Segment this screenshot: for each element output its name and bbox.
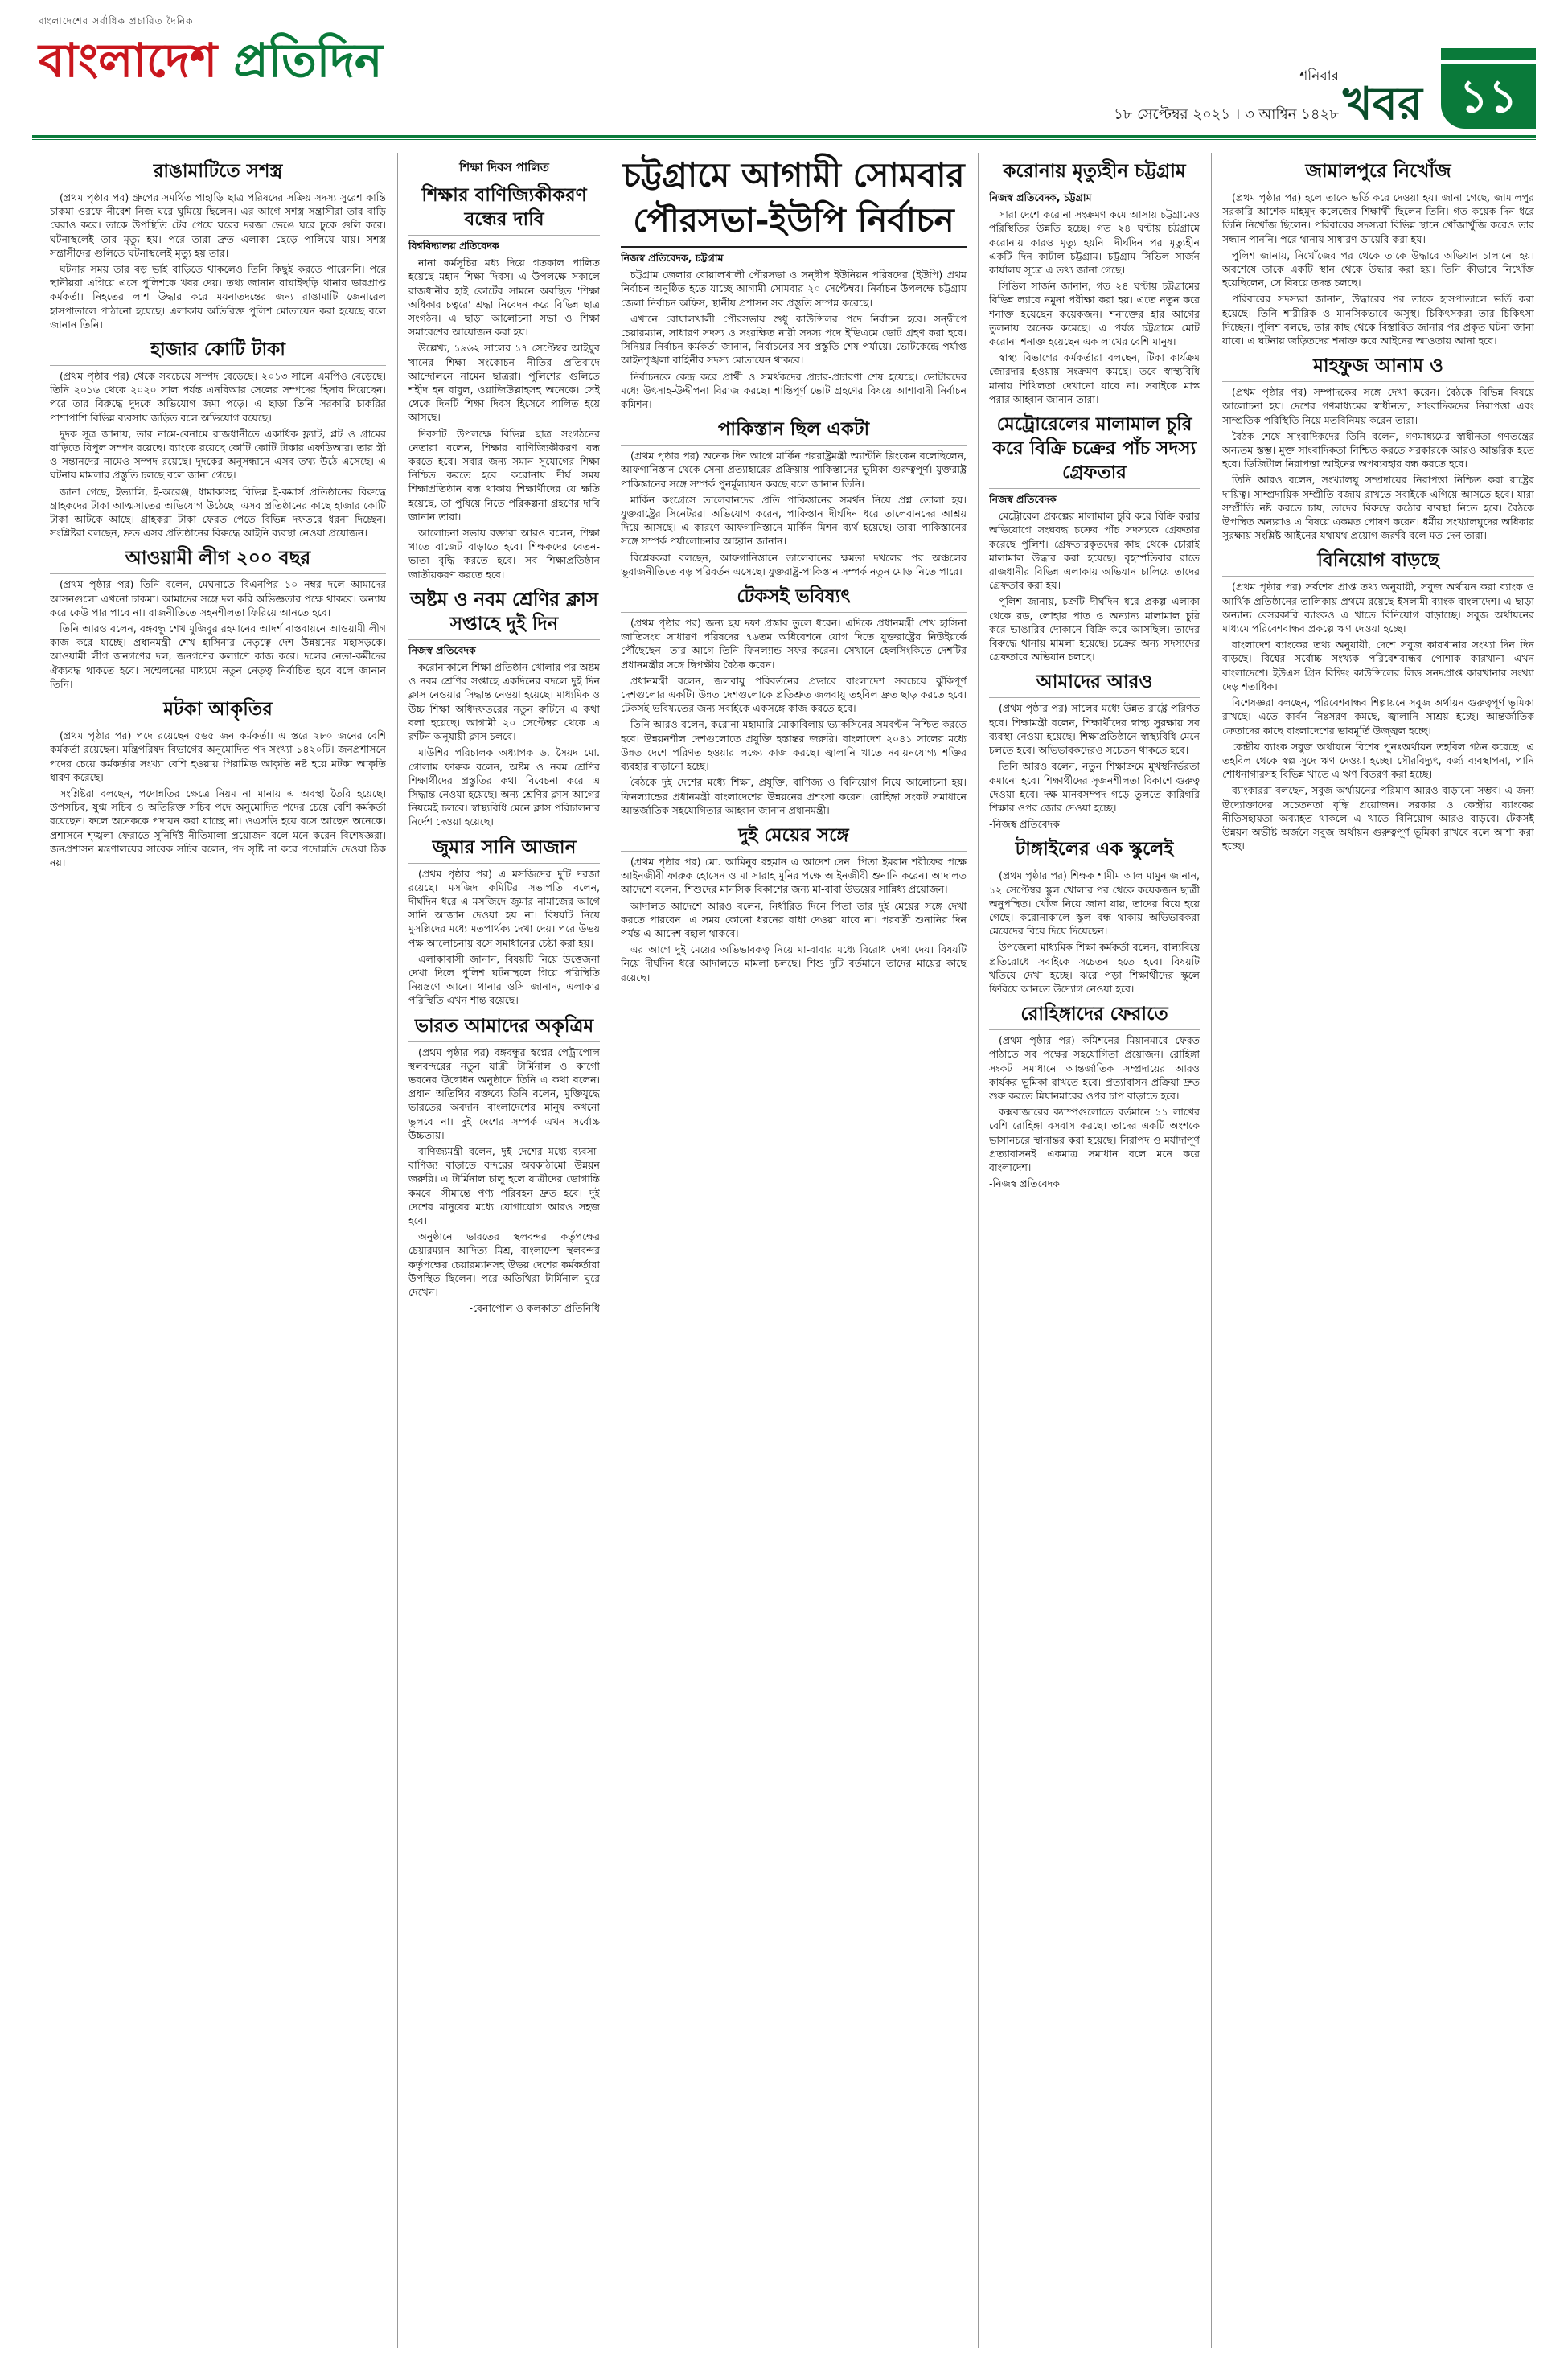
headline-shikkha: শিক্ষার বাণিজ্যিকীকরণ বন্ধের দাবি (408, 183, 600, 236)
story-paragraph: চট্টগ্রাম জেলার বোয়ালখালী পৌরসভা ও সন্দ্বীপ ইউনিয়ন পরিষদের (ইউপি) প্রথম নির্বাচন অনুষ্ঠিত হতে যাচ্ছে আগামী সোমবার ২০ সেপ্টেম্বর। নির্বাচন উপলক্ষে চট্টগ্রাম জেলা নির্বাচন অফিস, স্থানীয় প্রশাসন সব প্রস্তুতি সম্পন্ন করেছে। (621, 269, 967, 309)
headline-biniyog: বিনিয়োগ বাড়ছে (1222, 548, 1534, 577)
story-paragraph: এলাকাবাসী জানান, বিষয়টি নিয়ে উত্তেজনা দেখা দিলে পুলিশ ঘটনাস্থলে গিয়ে পরিস্থিতি নিয়ন্ত্রণে আনে। থানার ওসি জানান, এলাকার পরিস্থিতি এখন শান্ত রয়েছে। (408, 952, 600, 1007)
column-divider (1211, 153, 1212, 2348)
story-paragraph: কেন্দ্রীয় ব্যাংক সবুজ অর্থায়নে বিশেষ পুনঃঅর্থায়ন তহবিল গঠন করেছে। এ তহবিল থেকে স্বল্প সুদে ঋণ দেওয়া হচ্ছে। সৌরবিদ্যুৎ, বর্জ্য ব্যবস্থাপনা, পানি শোধনাগারসহ বিভিন্ন খাতে এ ঋণ বিতরণ করা হচ্ছে। (1222, 740, 1534, 781)
story-paragraph: মাউশির পরিচালক অধ্যাপক ড. সৈয়দ মো. গোলাম ফারুক বলেন, অষ্টম ও নবম শ্রেণির শিক্ষার্থীদের প্রস্তুতির কথা বিবেচনা করে এ সিদ্ধান্ত নেওয়া হয়েছে। অন্য শ্রেণির ক্লাস আগের নিয়মেই চলবে। স্বাস্থ্যবিধি মেনে ক্লাস পরিচালনার নির্দেশ দেওয়া হয়েছে। (408, 746, 600, 828)
story-paragraph: তিনি আরও বলেন, নতুন শিক্ষাক্রমে মুখস্থনির্ভরতা কমানো হবে। শিক্ষার্থীদের সৃজনশীলতা বিকাশে গুরুত্ব দেওয়া হবে। দক্ষ মানবসম্পদ গড়ে তুলতে কারিগরি শিক্ষার ওপর জোর দেওয়া হচ্ছে। (989, 760, 1200, 814)
page-number-tab-top (1441, 48, 1536, 60)
headline-mahfuz: মাহফুজ আনাম ও (1222, 354, 1534, 382)
story-paragraph: প্রধানমন্ত্রী বলেন, জলবায়ু পরিবর্তনের প্রভাবে বাংলাদেশ সবচেয়ে ঝুঁকিপূর্ণ দেশগুলোর একটি। উন্নত দেশগুলোকে প্রতিশ্রুত জলবায়ু তহবিল দ্রুত ছাড় করতে হবে। টেকসই ভবিষ্যতের জন্য সবাইকে একসঙ্গে কাজ করতে হবে। (621, 674, 967, 715)
story-paragraph: পুলিশ জানায়, চক্রটি দীর্ঘদিন ধরে প্রকল্প এলাকা থেকে রড, লোহার পাত ও অন্যান্য মালামাল চুরি করে ভাঙারির দোকানে বিক্রি করে আসছিল। তাদের বিরুদ্ধে থানায় মামলা হয়েছে। চক্রের অন্য সদস্যদের গ্রেফতারে অভিযান চলছে। (989, 595, 1200, 663)
story-paragraph: (প্রথম পৃষ্ঠার পর) কমিশনের মিয়ানমারে ফেরত পাঠাতে সব পক্ষের সহযোগিতা প্রয়োজন। রোহিঙ্গা সংকট সমাধানে আন্তর্জাতিক সম্প্রদায়ের আরও কার্যকর ভূমিকা রাখতে হবে। প্রত্যাবাসন প্রক্রিয়া দ্রুত শুরু করতে মিয়ানমারের ওপর চাপ বাড়াতে হবে। (989, 1034, 1200, 1102)
story-paragraph: (প্রথম পৃষ্ঠার পর) পদে রয়েছেন ৫৬৫ জন কর্মকর্তা। এ স্তরে ২৮০ জনের বেশি কর্মকর্তা রয়েছেন। মন্ত্রিপরিষদ বিভাগের অনুমোদিত পদ সংখ্যা ১৪২০টি। জনপ্রশাসনে পদের চেয়ে কর্মকর্তার সংখ্যা বেশি হওয়ায় পিরামিড আকৃতি নষ্ট হয়ে মটকা আকৃতি ধারণ করেছে। (50, 729, 386, 783)
headline-motka: মটকা আকৃতির (50, 697, 386, 725)
story-paragraph: আদালত আদেশে আরও বলেন, নির্ধারিত দিনে পিতা তার দুই মেয়ের সঙ্গে দেখা করতে পারবেন। এ সময় কোনো ধরনের বাধা দেওয়া যাবে না। পরবর্তী শুনানির দিন পর্যন্ত এ আদেশ বহাল থাকবে। (621, 899, 967, 939)
headline-rangamati: রাঙামাটিতে সশস্ত্র (50, 159, 386, 187)
story-paragraph: তিনি আরও বলেন, করোনা মহামারি মোকাবিলায় ভ্যাকসিনের সমবণ্টন নিশ্চিত করতে হবে। উন্নয়নশীল দেশগুলোতে প্রযুক্তি হস্তান্তর জরুরি। বাংলাদেশ ২০৪১ সালের মধ্যে উন্নত দেশে পরিণত হওয়ার লক্ষ্যে কাজ করছে। জ্বালানি খাতে নবায়নযোগ্য শক্তির ব্যবহার বাড়ানো হচ্ছে। (621, 718, 967, 773)
headline-jamalpur: জামালপুরে নিখোঁজ (1222, 159, 1534, 187)
story-paragraph: জানা গেছে, ইভ্যালি, ই-অরেঞ্জ, ধামাকাসহ বিভিন্ন ই-কমার্স প্রতিষ্ঠানের বিরুদ্ধে গ্রাহকদের টাকা আত্মসাতের অভিযোগ উঠেছে। এসব প্রতিষ্ঠানের কাছে হাজার কোটি টাকা আটকে আছে। গ্রাহকরা টাকা ফেরত পেতে বিভিন্ন দফতরে ধরনা দিচ্ছেন। সংশ্লিষ্টরা বলছেন, দ্রুত এসব প্রতিষ্ঠানের বিরুদ্ধে আইনি ব্যবস্থা নেওয়া প্রয়োজন। (50, 485, 386, 540)
column-divider (978, 153, 979, 2348)
story-paragraph: করোনাকালে শিক্ষা প্রতিষ্ঠান খোলার পর অষ্টম ও নবম শ্রেণির সপ্তাহে একদিনের বদলে দুই দিন ক্লাস নেওয়ার সিদ্ধান্ত নেওয়া হয়েছে। মাধ্যমিক ও উচ্চ শিক্ষা অধিদফতরের নতুন রুটিনে এ কথা বলা হয়েছে। আগামী ২০ সেপ্টেম্বর থেকে এ রুটিন অনুযায়ী ক্লাস চলবে। (408, 661, 600, 743)
story-paragraph: (প্রথম পৃষ্ঠার পর) মো. আমিনুর রহমান এ আদেশ দেন। পিতা ইমরান শরীফের পক্ষে আইনজীবী ফারুক হোসেন ও মা সারাহ মুনির পক্ষে আইনজীবী শুনানি করেন। আদালত আদেশে বলেন, শিশুদের মানসিক বিকাশের জন্য মা-বাবা উভয়ের সান্নিধ্য প্রয়োজন। (621, 855, 967, 896)
story-paragraph: (প্রথম পৃষ্ঠার পর) হলে তাকে ভর্তি করে দেওয়া হয়। জানা গেছে, জামালপুর সরকারি আশেক মাহমুদ কলেজের শিক্ষার্থী ছিলেন তিনি। গত কয়েক দিন ধরে তিনি নিখোঁজ ছিলেন। পরিবারের সদস্যরা বিভিন্ন স্থানে খোঁজাখুঁজি করেও তার সন্ধান পাননি। পরে থানায় সাধারণ ডায়েরি করা হয়। (1222, 191, 1534, 245)
story-paragraph: এর আগে দুই মেয়ের অভিভাবকত্ব নিয়ে মা-বাবার মধ্যে বিরোধ দেখা দেয়। বিষয়টি নিয়ে দীর্ঘদিন ধরে আদালতে মামলা চলছে। শিশু দুটি বর্তমানে তাদের মায়ের কাছে রয়েছে। (621, 943, 967, 984)
story-paragraph: অনুষ্ঠানে ভারতের স্থলবন্দর কর্তৃপক্ষের চেয়ারম্যান আদিত্য মিশ্র, বাংলাদেশ স্থলবন্দর কর্তৃপক্ষের চেয়ারম্যানসহ উভয় দেশের কর্মকর্তারা উপস্থিত ছিলেন। পরে অতিথিরা টার্মিনাল ঘুরে দেখেন। (408, 1230, 600, 1298)
story-paragraph: তিনি আরও বলেন, বঙ্গবন্ধু শেখ মুজিবুর রহমানের আদর্শ বাস্তবায়নে আওয়ামী লীগ কাজ করে যাচ্ছে। প্রধানমন্ত্রী শেখ হাসিনার নেতৃত্বে দেশ উন্নয়নের মহাসড়কে। আওয়ামী লীগ জনগণের দল, জনগণের কল্যাণে কাজ করে। দলের নেতা-কর্মীদের ঐক্যবদ্ধ থাকতে হবে। সম্মেলনের মাধ্যমে নতুন নেতৃত্ব নির্বাচিত হবে বলে জানান তিনি। (50, 622, 386, 690)
story-paragraph: বিশ্লেষকরা বলছেন, আফগানিস্তানে তালেবানের ক্ষমতা দখলের পর অঞ্চলের ভূরাজনীতিতে বড় পরিবর্তন এসেছে। যুক্তরাষ্ট্র-পাকিস্তান সম্পর্ক নতুন মোড় নিতে পারে। (621, 551, 967, 577)
story-paragraph: বৈঠকে দুই দেশের মধ্যে শিক্ষা, প্রযুক্তি, বাণিজ্য ও বিনিয়োগ নিয়ে আলোচনা হয়। ফিনল্যান্ডের প্রধানমন্ত্রী বাংলাদেশের উন্নয়নের প্রশংসা করেন। রোহিঙ্গা সংকট সমাধানে আন্তর্জাতিক সহযোগিতার আহ্বান জানান প্রধানমন্ত্রী। (621, 776, 967, 816)
headline-tangail: টাঙ্গাইলের এক স্কুলেই (989, 837, 1200, 865)
header-rule (32, 135, 1536, 138)
story-paragraph: বাংলাদেশ ব্যাংকের তথ্য অনুযায়ী, দেশে সবুজ কারখানার সংখ্যা দিন দিন বাড়ছে। বিশ্বের সর্বোচ্চ সংখ্যক পরিবেশবান্ধব পোশাক কারখানা এখন বাংলাদেশে। ইউএস গ্রিন বিল্ডিং কাউন্সিলের লিড সনদপ্রাপ্ত কারখানার সংখ্যা দেড় শতাধিক। (1222, 639, 1534, 692)
headline-bharat: ভারত আমাদের অকৃত্রিম (408, 1014, 600, 1042)
story-paragraph: (প্রথম পৃষ্ঠার পর) থেকে সবচেয়ে সম্পদ বেড়েছে। ২০১৩ সালে এমপিও বেড়েছে। তিনি ২০১৬ থেকে ২০২০ সাল পর্যন্ত এনবিআর সেলের সম্পদের হিসাব দিয়েছেন। পরে তার বিরুদ্ধে দুদকে অভিযোগ জমা পড়ে। এ ছাড়া তিনি সরকারি চাকরির পাশাপাশি বিভিন্ন ব্যবসায় জড়িত বলে অভিযোগ রয়েছে। (50, 370, 386, 424)
headline-ashtom: অষ্টম ও নবম শ্রেণির ক্লাস সপ্তাহে দুই দিন (408, 588, 600, 640)
lead-rule (621, 246, 967, 248)
story-paragraph: (প্রথম পৃষ্ঠার পর) শিক্ষক শামীম আল মামুন জানান, ১২ সেপ্টেম্বর স্কুল খোলার পর থেকে কয়েকজন ছাত্রী অনুপস্থিত। খোঁজ নিয়ে জানা যায়, তাদের বিয়ে হয়ে গেছে। করোনাকালে স্কুল বন্ধ থাকায় অভিভাবকরা মেয়েদের বিয়ে দিয়ে দিয়েছেন। (989, 869, 1200, 938)
story-credit: -নিজস্ব প্রতিবেদক (989, 1177, 1060, 1190)
story-credit: -নিজস্ব প্রতিবেদক (989, 818, 1060, 831)
issue-date: ১৮ সেপ্টেম্বর ২০২১ । ৩ আশ্বিন ১৪২৮ (1114, 106, 1339, 123)
headline-rohingya: রোহিঙ্গাদের ফেরাতে (989, 1002, 1200, 1030)
kicker-shikkha: শিক্ষা দিবস পালিত (459, 160, 549, 175)
story-paragraph: সারা দেশে করোনা সংক্রমণ কমে আসায় চট্টগ্রামেও পরিস্থিতির উন্নতি হচ্ছে। গত ২৪ ঘণ্টায় চট্টগ্রামে করোনায় কারও মৃত্যু হয়নি। দীর্ঘদিন পর মৃত্যুহীন একটি দিন কাটাল চট্টগ্রাম। চট্টগ্রাম সিভিল সার্জন কার্যালয় সূত্রে এ তথ্য জানা গেছে। (989, 208, 1200, 277)
page-number: ১১ (1441, 64, 1536, 129)
column-4 (989, 153, 1200, 2348)
story-paragraph: উপজেলা মাধ্যমিক শিক্ষা কর্মকর্তা বলেন, বাল্যবিয়ে প্রতিরোধে সবাইকে সচেতন হতে হবে। বিষয়টি খতিয়ে দেখা হচ্ছে। ঝরে পড়া শিক্ষার্থীদের স্কুলে ফিরিয়ে আনতে উদ্যোগ নেওয়া হবে। (989, 941, 1200, 995)
newspaper-logo: বাংলাদেশ প্রতিদিন (39, 33, 383, 88)
header-rule-thin (32, 139, 1536, 140)
page-header (0, 0, 1568, 141)
date-block (1114, 66, 1339, 128)
byline: নিজস্ব প্রতিবেদক (408, 643, 476, 656)
column-2 (408, 153, 600, 2348)
story-paragraph: (প্রথম পৃষ্ঠার পর) বঙ্গবন্ধুর স্বপ্নের পেট্রাপোল স্থলবন্দরের নতুন যাত্রী টার্মিনাল ও কার্গো ভবনের উদ্বোধন অনুষ্ঠানে তিনি এ কথা বলেন। প্রধান অতিথির বক্তব্যে তিনি বলেন, মুক্তিযুদ্ধে ভারতের অবদান বাংলাদেশের মানুষ কখনো ভুলবে না। দুই দেশের সম্পর্ক এখন সর্বোচ্চ উচ্চতায়। (408, 1045, 600, 1141)
headline-pakistan: পাকিস্তান ছিল একটা (621, 417, 967, 446)
byline: নিজস্ব প্রতিবেদক, চট্টগ্রাম (621, 252, 724, 264)
story-paragraph: নানা কর্মসূচির মধ্য দিয়ে গতকাল পালিত হয়েছে মহান শিক্ষা দিবস। এ উপলক্ষে সকালে রাজধানীর হাই কোর্টের সামনে অবস্থিত 'শিক্ষা অধিকার চত্বরে' শ্রদ্ধা নিবেদন করে বিভিন্ন ছাত্র সংগঠন। এ ছাড়া আলোচনা সভা ও শিক্ষা সমাবেশের আয়োজন করা হয়। (408, 257, 600, 339)
story-paragraph: দিবসটি উপলক্ষে বিভিন্ন ছাত্র সংগঠনের নেতারা বলেন, শিক্ষার বাণিজ্যিকীকরণ বন্ধ করতে হবে। সবার জন্য সমান সুযোগের শিক্ষা নিশ্চিত করতে হবে। করোনায় দীর্ঘ সময় শিক্ষাপ্রতিষ্ঠান বন্ধ থাকায় শিক্ষার্থীদের যে ক্ষতি হয়েছে, তা পুষিয়ে নিতে পরিকল্পনা গ্রহণের দাবি জানান তারা। (408, 427, 600, 523)
story-paragraph: মার্কিন কংগ্রেসে তালেবানদের প্রতি পাকিস্তানের সমর্থন নিয়ে প্রশ্ন তোলা হয়। যুক্তরাষ্ট্রের সিনেটররা অভিযোগ করেন, পাকিস্তান দীর্ঘদিন ধরে তালেবানদের আশ্রয় দিয়ে আসছে। এ কারণে আফগানিস্তানে মার্কিন মিশন ব্যর্থ হয়েছে। তারা পাকিস্তানের সঙ্গে সম্পর্ক পর্যালোচনার আহ্বান জানান। (621, 493, 967, 548)
story-paragraph: উল্লেখ্য, ১৯৬২ সালের ১৭ সেপ্টেম্বর আইয়ুব খানের শিক্ষা সংকোচন নীতির প্রতিবাদে আন্দোলনে নামেন ছাত্ররা। পুলিশের গুলিতে শহীদ হন বাবুল, ওয়াজিউল্লাহসহ অনেকে। সেই থেকে দিনটি শিক্ষা দিবস হিসেবে পালিত হয়ে আসছে। (408, 342, 600, 424)
headline-tekshoi: টেকসই ভবিষ্যৎ (621, 585, 967, 613)
headline-amader: আমাদের আরও (989, 670, 1200, 698)
headline-jumar: জুমার সানি আজান (408, 836, 600, 864)
weekday: শনিবার (1299, 68, 1339, 84)
story-paragraph: (প্রথম পৃষ্ঠার পর) সালের মধ্যে উন্নত রাষ্ট্রে পরিণত হবে। শিক্ষামন্ত্রী বলেন, শিক্ষার্থীদের স্বাস্থ্য সুরক্ষায় সব ব্যবস্থা নেওয়া হয়েছে। শিক্ষাপ্রতিষ্ঠানে স্বাস্থ্যবিধি মেনে চলতে হবে। অভিভাবকদেরও সচেতন থাকতে হবে। (989, 702, 1200, 757)
story-paragraph: বৈঠক শেষে সাংবাদিকদের তিনি বলেন, গণমাধ্যমের স্বাধীনতা গণতন্ত্রের অন্যতম স্তম্ভ। মুক্ত সাংবাদিকতা নিশ্চিত করতে সরকারকে আরও আন্তরিক হতে হবে। ডিজিটাল নিরাপত্তা আইনের অপব্যবহার বন্ধ করতে হবে। (1222, 429, 1534, 470)
story-paragraph: বাণিজ্যমন্ত্রী বলেন, দুই দেশের মধ্যে ব্যবসা-বাণিজ্য বাড়াতে বন্দরের অবকাঠামো উন্নয়ন জরুরি। এ টার্মিনাল চালু হলে যাত্রীদের ভোগান্তি কমবে। সীমান্তে পণ্য পরিবহন দ্রুত হবে। দুই দেশের মানুষের মধ্যে যোগাযোগ আরও সহজ হবে। (408, 1144, 600, 1226)
story-paragraph: স্বাস্থ্য বিভাগের কর্মকর্তারা বলছেন, টিকা কার্যক্রম জোরদার হওয়ায় সংক্রমণ কমছে। তবে স্বাস্থ্যবিধি মানায় শিথিলতা দেখানো যাবে না। সবাইকে মাস্ক পরার আহ্বান জানান তারা। (989, 351, 1200, 405)
story-paragraph: (প্রথম পৃষ্ঠার পর) গ্রুপের সমর্থিত পাহাড়ি ছাত্র পরিষদের সক্রিয় সদস্য সুরেশ কান্তি চাকমা ওরফে নীরেশ নিজ ঘরে ঘুমিয়ে ছিলেন। এর আগে সশস্ত্র সন্ত্রাসীরা তার বাড়ি ঘেরাও করে। তাকে উপস্থিতি টের পেয়ে ঘরের দরজা ভেঙে ঘরে ঢুকে গুলি করে। ঘটনাস্থলেই তার মৃত্যু হয়। পরে তারা দ্রুত এলাকা ছেড়ে পালিয়ে যায়। সশস্ত্র সন্ত্রাসীদের গুলিতে ঘটনাস্থলেই মৃত্যু হয় তার। (50, 191, 386, 259)
headline-awami: আওয়ামী লীগ ২০০ বছর (50, 546, 386, 574)
byline: নিজস্ব প্রতিবেদক (989, 493, 1057, 506)
section-name: খবর (1343, 77, 1422, 130)
masthead-tagline: বাংলাদেশের সর্বাধিক প্রচারিত দৈনিক (39, 15, 194, 27)
story-paragraph: (প্রথম পৃষ্ঠার পর) তিনি বলেন, মেঘনাতে বিএনপির ১০ নম্বর দলে আমাদের আসনগুলো এখনো চাকমা। আমাদের সঙ্গে দল করি অভিজ্ঞতার পক্ষে থাকবে। অন্যায় করে কেউ পার পাবে না। রাজনীতিতে সহনশীলতা ফিরিয়ে আনতে হবে। (50, 578, 386, 618)
story-paragraph: নির্বাচনকে কেন্দ্র করে প্রার্থী ও সমর্থকদের প্রচার-প্রচারণা শেষ হয়েছে। ভোটারদের মধ্যে উৎসাহ-উদ্দীপনা বিরাজ করছে। শান্তিপূর্ণ ভোট গ্রহণের বিষয়ে আশাবাদী নির্বাচন কমিশন। (621, 370, 967, 411)
story-paragraph: মেট্রোরেল প্রকল্পের মালামাল চুরি করে বিক্রি করার অভিযোগে সংঘবদ্ধ চক্রের পাঁচ সদস্যকে গ্রেফতার করেছে পুলিশ। গ্রেফতারকৃতদের কাছ থেকে চোরাই মালামাল উদ্ধার করা হয়েছে। বৃহস্পতিবার রাতে রাজধানীর বিভিন্ন এলাকায় অভিযান চালিয়ে তাদের গ্রেফতার করা হয়। (989, 510, 1200, 592)
byline: নিজস্ব প্রতিবেদক, চট্টগ্রাম (989, 191, 1092, 203)
story-paragraph: সিভিল সার্জন জানান, গত ২৪ ঘণ্টায় চট্টগ্রামের বিভিন্ন ল্যাবে নমুনা পরীক্ষা করা হয়। এতে নতুন করে শনাক্ত হয়েছেন কয়েকজন। শনাক্তের হার আগের তুলনায় অনেক কমেছে। এ পর্যন্ত চট্টগ্রামে মোট করোনা শনাক্ত হয়েছেন এক লাখের বেশি মানুষ। (989, 280, 1200, 348)
story-paragraph: (প্রথম পৃষ্ঠার পর) অনেক দিন আগে মার্কিন পররাষ্ট্রমন্ত্রী অ্যান্টনি ব্লিংকেন বলেছিলেন, আফগানিস্তান থেকে সেনা প্রত্যাহারের প্রক্রিয়ায় পাকিস্তানের ভূমিকা গুরুত্বপূর্ণ। যুক্তরাষ্ট্র পাকিস্তানের সঙ্গে সম্পর্ক পুনর্মূল্যায়ন করছে বলে জানান তিনি। (621, 450, 967, 490)
headline-hajar-koti: হাজার কোটি টাকা (50, 338, 386, 366)
story-paragraph: (প্রথম পৃষ্ঠার পর) জন্য ছয় দফা প্রস্তাব তুলে ধরেন। এদিকে প্রধানমন্ত্রী শেখ হাসিনা জাতিসংঘ সাধারণ পরিষদের ৭৬তম অধিবেশনে যোগ দিতে যুক্তরাষ্ট্রের নিউইয়র্কে পৌঁছেছেন। তার আগে তিনি ফিনল্যান্ড সফর করেন। সেখানে হেলসিংকিতে দেশটির প্রধানমন্ত্রীর সঙ্গে দ্বিপক্ষীয় বৈঠক করেন। (621, 617, 967, 671)
story-paragraph: কক্সবাজারের ক্যাম্পগুলোতে বর্তমানে ১১ লাখের বেশি রোহিঙ্গা বসবাস করছে। তাদের একটি অংশকে ভাসানচরে স্থানান্তর করা হয়েছে। নিরাপদ ও মর্যাদাপূর্ণ প্রত্যাবাসনই একমাত্র সমাধান বলে মনে করে বাংলাদেশ। (989, 1106, 1200, 1173)
headline-dui-meye: দুই মেয়ের সঙ্গে (621, 824, 967, 852)
story-paragraph: আলোচনা সভায় বক্তারা আরও বলেন, শিক্ষা খাতে বাজেট বাড়াতে হবে। শিক্ষকদের বেতন-ভাতা বৃদ্ধি করতে হবে। সব শিক্ষাপ্রতিষ্ঠান জাতীয়করণ করতে হবে। (408, 527, 600, 581)
story-paragraph: ঘটনার সময় তার বড় ভাই বাড়িতে থাকলেও তিনি কিছুই করতে পারেননি। পরে স্থানীয়রা এগিয়ে এসে পুলিশকে খবর দেয়। তথ্য জানান বাঘাইছড়ি থানার ভারপ্রাপ্ত কর্মকর্তা। নিহতের লাশ উদ্ধার করে ময়নাতদন্তের জন্য রাঙামাটি জেনারেল হাসপাতালে পাঠানো হয়েছে। এলাকায় অতিরিক্ত পুলিশ মোতায়েন করা হয়েছে বলে জানান তিনি। (50, 263, 386, 331)
story-paragraph: সংশ্লিষ্টরা বলছেন, পদোন্নতির ক্ষেত্রে নিয়ম না মানায় এ অবস্থা তৈরি হয়েছে। উপসচিব, যুগ্ম সচিব ও অতিরিক্ত সচিব পদে অনুমোদিত পদের চেয়ে বেশি কর্মকর্তা রয়েছেন। ফলে অনেককে পদায়ন করা যাচ্ছে না। ওএসডি হয়ে বসে আছেন অনেকে। প্রশাসনে শৃঙ্খলা ফেরাতে সুনির্দিষ্ট নীতিমালা প্রয়োজন বলে মনে করেন বিশেষজ্ঞরা। জনপ্রশাসন মন্ত্রণালয়ের সাবেক সচিব বলেন, পদ সৃষ্টি না করে পদোন্নতি দেওয়া ঠিক নয়। (50, 787, 386, 869)
masthead (39, 14, 383, 119)
headline-corona: করোনায় মৃত্যুহীন চট্টগ্রাম (989, 159, 1200, 187)
lead-headline: চট্টগ্রামে আগামী সোমবার পৌরসভা-ইউপি নির্বাচন (622, 155, 965, 240)
story-paragraph: বিশেষজ্ঞরা বলছেন, পরিবেশবান্ধব শিল্পায়নে সবুজ অর্থায়ন গুরুত্বপূর্ণ ভূমিকা রাখছে। এতে কার্বন নিঃসরণ কমছে, জ্বালানি সাশ্রয় হচ্ছে। আন্তর্জাতিক ক্রেতাদের কাছে বাংলাদেশের ভাবমূর্তি উজ্জ্বল হচ্ছে। (1222, 696, 1534, 737)
story-paragraph: তিনি আরও বলেন, সংখ্যালঘু সম্প্রদায়ের নিরাপত্তা নিশ্চিত করা রাষ্ট্রের দায়িত্ব। সাম্প্রদায়িক সম্প্রীতি বজায় রাখতে সবাইকে এগিয়ে আসতে হবে। যারা সম্প্রীতি নষ্ট করতে চায়, তাদের বিরুদ্ধে কঠোর ব্যবস্থা নিতে হবে। বৈঠকে উপস্থিত অন্যরাও এ বিষয়ে একমত পোষণ করেন। ধর্মীয় সংখ্যালঘুদের অধিকার সুরক্ষায় সংশ্লিষ্ট আইনের যথাযথ প্রয়োগ জরুরি বলে মত দেন তারা। (1222, 474, 1534, 542)
story-paragraph: পুলিশ জানায়, নিখোঁজের পর থেকে তাকে উদ্ধারে অভিযান চালানো হয়। অবশেষে তাকে একটি স্থান থেকে উদ্ধার করা হয়। তিনি কীভাবে নিখোঁজ হয়েছিলেন, সে বিষয়ে তদন্ত চলছে। (1222, 248, 1534, 290)
story-paragraph: (প্রথম পৃষ্ঠার পর) সর্বশেষ প্রাপ্ত তথ্য অনুযায়ী, সবুজ অর্থায়ন করা ব্যাংক ও আর্থিক প্রতিষ্ঠানের তালিকায় প্রথমে রয়েছে ইসলামী ব্যাংক বাংলাদেশ। এ ছাড়া অন্যান্য বেসরকারি ব্যাংকও এ খাতে বিনিয়োগ বাড়াচ্ছে। সবুজ অর্থায়নের মাধ্যমে পরিবেশবান্ধব প্রকল্পে ঋণ দেওয়া হচ্ছে। (1222, 581, 1534, 635)
column-5 (1222, 153, 1534, 2348)
story-paragraph: (প্রথম পৃষ্ঠার পর) এ মসজিদের দুটি দরজা রয়েছে। মসজিদ কমিটির সভাপতি বলেন, দীর্ঘদিন ধরে এ মসজিদে জুমার নামাজের আগে সানি আজান দেওয়া হয় না। বিষয়টি নিয়ে মুসল্লিদের মধ্যে মতপার্থক্য দেখা দেয়। পরে উভয় পক্ষ আলোচনায় বসে সমাধানের চেষ্টা করা হয়। (408, 867, 600, 949)
column-3 (621, 153, 967, 2348)
column-1 (50, 153, 386, 2348)
story-paragraph: দুদক সূত্র জানায়, তার নামে-বেনামে রাজধানীতে একাধিক ফ্ল্যাট, প্লট ও গ্রামের বাড়িতে বিপুল সম্পদ রয়েছে। ব্যাংকে রয়েছে কোটি কোটি টাকার এফডিআর। তার স্ত্রী ও সন্তানদের নামেও সম্পদ রয়েছে। দুদকের অনুসন্ধানে এসব তথ্য উঠে এসেছে। এ ঘটনায় মামলার প্রস্তুতি চলছে বলে জানা গেছে। (50, 427, 386, 482)
story-paragraph: (প্রথম পৃষ্ঠার পর) সম্পাদকের সঙ্গে দেখা করেন। বৈঠকে বিভিন্ন বিষয়ে আলোচনা হয়। দেশের গণমাধ্যমের স্বাধীনতা, সাংবাদিকদের নিরাপত্তা এবং সাম্প্রতিক পরিস্থিতি নিয়ে মতবিনিময় করেন তারা। (1222, 386, 1534, 426)
story-paragraph: এখানে বোয়ালখালী পৌরসভায় শুধু কাউন্সিলর পদে নির্বাচন হবে। সন্দ্বীপে চেয়ারম্যান, সাধারণ সদস্য ও সংরক্ষিত নারী সদস্য পদে ইভিএমে ভোট গ্রহণ করা হবে। সিনিয়র নির্বাচন কর্মকর্তা জানান, নির্বাচনের সব প্রস্তুতি শেষ পর্যায়ে। ভোটকেন্দ্রে পর্যাপ্ত আইনশৃঙ্খলা বাহিনীর সদস্য মোতায়েন থাকবে। (621, 312, 967, 367)
column-divider (397, 153, 398, 2348)
section-tab (1343, 64, 1536, 129)
story-credit: -বেনাপোল ও কলকাতা প্রতিনিধি (469, 1302, 600, 1315)
story-paragraph: ব্যাংকাররা বলছেন, সবুজ অর্থায়নের পরিমাণ আরও বাড়ানো সম্ভব। এ জন্য উদ্যোক্তাদের সচেতনতা বৃদ্ধি প্রয়োজন। সরকার ও কেন্দ্রীয় ব্যাংকের নীতিসহায়তা অব্যাহত থাকলে এ খাতে বিনিয়োগ আরও বাড়বে। টেকসই উন্নয়ন অভীষ্ট অর্জনে সবুজ অর্থায়ন গুরুত্বপূর্ণ ভূমিকা রাখবে বলে আশা করা হচ্ছে। (1222, 784, 1534, 852)
headline-metro: মেট্রোরেলের মালামাল চুরি করে বিক্রি চক্রের পাঁচ সদস্য গ্রেফতার (989, 413, 1200, 489)
story-paragraph: পরিবারের সদস্যরা জানান, উদ্ধারের পর তাকে হাসপাতালে ভর্তি করা হয়েছে। তিনি শারীরিক ও মানসিকভাবে অসুস্থ। চিকিৎসকরা তার চিকিৎসা দিচ্ছেন। পুলিশ বলছে, তার কাছ থেকে বিস্তারিত জানার পর প্রকৃত ঘটনা জানা যাবে। এ ঘটনায় জড়িতদের শনাক্ত করে আইনের আওতায় আনা হবে। (1222, 293, 1534, 347)
byline: বিশ্ববিদ্যালয় প্রতিবেদক (408, 240, 499, 252)
